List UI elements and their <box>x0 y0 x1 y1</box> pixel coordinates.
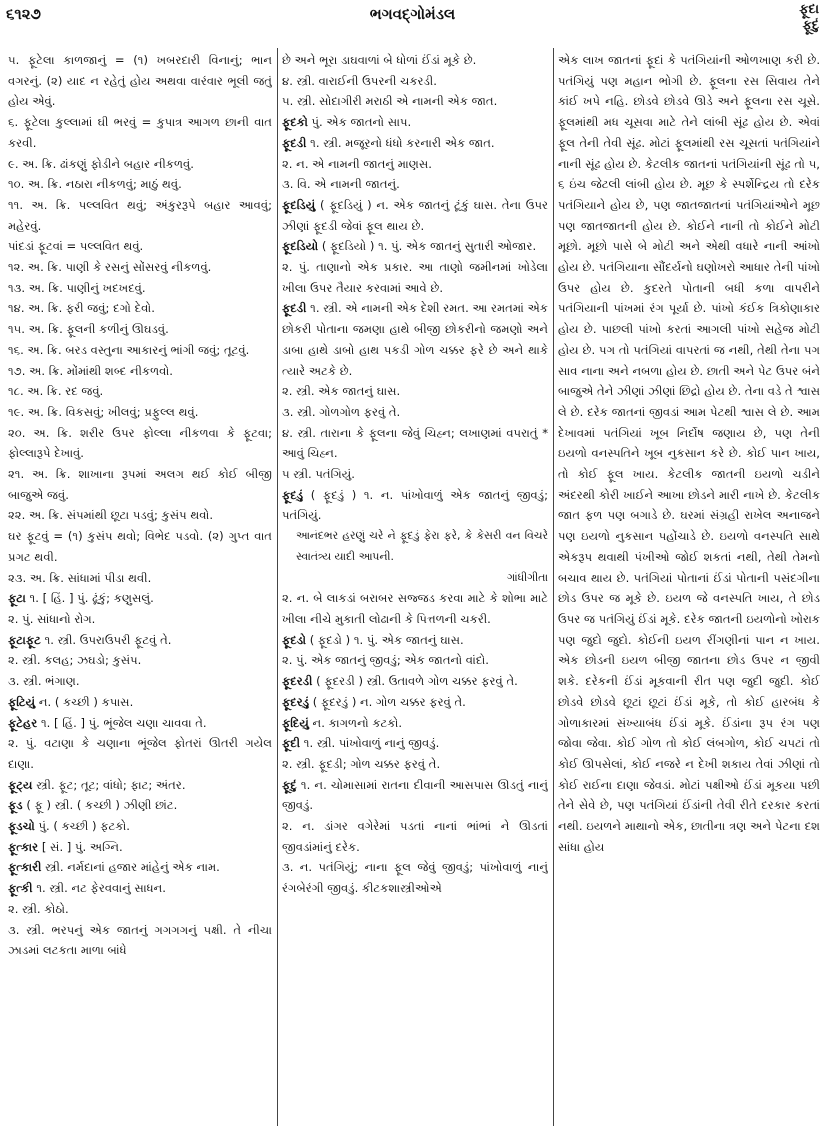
headword: ફૂડ <box>8 798 23 813</box>
dictionary-entry <box>282 154 548 175</box>
definition-text: ૩. સ્ત્રી. ભંગાણ. <box>8 674 80 689</box>
headword: ફૂદરડું <box>282 694 310 709</box>
dictionary-entry <box>8 920 272 961</box>
definition-text: ( ફૂદડો ) ૧. પું. એક જાતનું ઘાસ. <box>306 632 464 647</box>
dictionary-entry <box>8 775 272 796</box>
definition-text: ૩. સ્ત્રી. ગોળગોળ ફરવું તે. <box>282 404 401 419</box>
dictionary-entry <box>8 195 272 236</box>
dictionary-entry <box>282 775 548 816</box>
page-header <box>0 0 825 44</box>
definition-text: ( ફૂદરડી ) સ્ત્રી. ઉતાવળે ગોળ ચક્કર ફરવું તે. <box>312 674 518 689</box>
dictionary-entry <box>282 485 548 526</box>
definition-text: ૨. પું. વટાણા કે ચણાના ભૂંજેલ ફોતરાં ઊતરી ગયેલ દાણા. <box>8 736 272 771</box>
definition-text: ૨૧. અ. ક્રિ. શાખાના રૂપમાં અલગ થઈ કોઈ બીજી બાજુએ જવું. <box>8 467 272 502</box>
headword: ફૂદડી <box>282 135 307 150</box>
page-title: ભગવદ્ગોમંડલ <box>369 5 456 23</box>
definition-text: [ સં. ] પું. અગ્નિ. <box>38 839 123 854</box>
dictionary-entry <box>282 671 548 692</box>
definition-text: ( ફૂદડિયો ) ૧. પું. એક જાતનું સુતારી ઓજાર. <box>318 239 537 254</box>
definition-text: ૧૪. અ. ક્રિ. ફરી જવું; દગો દેવો. <box>8 301 155 316</box>
dictionary-entry <box>282 733 548 754</box>
dictionary-entry <box>8 112 272 153</box>
definition-text: ૧૮. અ. ક્રિ. રદ જવું. <box>8 384 104 399</box>
dictionary-column-1 <box>8 50 272 1125</box>
definition-text: ૯. અ. ક્રિ. ઢાંકણું ફોડીને બહાર નીકળવું. <box>8 156 194 171</box>
definition-text: ૫ સ્ત્રી. પતંગિયું. <box>282 467 355 482</box>
dictionary-entry <box>558 50 820 857</box>
definition-text: ૨. ન. બે લાકડાં બરાબર સજ્જડ કરવા માટે કે શોભા માટે ખીલા નીચે મુકાતી લોઢાની કે પિત્તળની ચકરી. <box>282 591 548 626</box>
definition-text: ૩. સ્ત્રી. ભરપનું એક જાતનું ગગગગનું પક્ષી. તે નીચા ઝાડમાં લટકતા માળા બાંધે <box>8 922 272 958</box>
definition-text: ૧૩. અ. ક્રિ. પાણીનું ખદખદવું. <box>8 280 146 295</box>
definition-text: ૪. સ્ત્રી. વારાઈની ઉપરની ચકરડી. <box>282 73 437 88</box>
headword: ફૂદું <box>282 777 297 792</box>
definition-text: ( ફૂદડું ) ૧. ન. પાંખોવાળું એક જાતનું જીવડું; પતંગિયું. <box>282 487 548 523</box>
headword: ફૂત્કી <box>8 881 33 896</box>
dictionary-entry <box>282 112 548 133</box>
dictionary-entry <box>8 816 272 837</box>
dictionary-entry <box>282 236 548 257</box>
page-number: ૬૧૨૭ <box>6 5 41 23</box>
dictionary-entry <box>282 381 548 402</box>
headword: ફૂટાફૂટ <box>8 632 41 647</box>
dictionary-entry <box>8 154 272 175</box>
dictionary-entry <box>8 671 272 692</box>
headword: ફૂટેહર <box>8 715 38 730</box>
definition-text: ૨. સ્ત્રી. એક જાતનું ઘાસ. <box>282 384 401 399</box>
definition-text: ૧. ન. ચોમાસામાં રાતના દીવાની આસપાસ ઊડતું નાનું જીવડું. <box>282 777 548 813</box>
definition-text: ન. કાગળનો કટકો. <box>308 715 403 730</box>
guide-word-last: ફૂદું <box>802 18 819 33</box>
dictionary-entry <box>8 795 272 816</box>
dictionary-entry <box>282 630 548 651</box>
dictionary-entry <box>282 71 548 92</box>
definition-text: ૧૧. અ. ક્રિ. પલ્લવિત થવું; અંકુરરૂપે બહાર આવવું; મહેરવું. <box>8 197 272 233</box>
dictionary-entry <box>8 650 272 671</box>
definition-text: ૨. પું. સાંધાનો રોગ. <box>8 611 96 626</box>
definition-text: ૨. સ્ત્રી. ફૂદડી; ગોળ ચક્કર ફરવું તે. <box>282 756 441 771</box>
dictionary-entry <box>282 195 548 236</box>
guide-words <box>799 2 819 34</box>
dictionary-column-3 <box>558 50 820 1125</box>
dictionary-entry <box>282 692 548 713</box>
dictionary-entry <box>8 899 272 920</box>
dictionary-entry <box>8 837 272 858</box>
headword: ફૂડચો <box>8 819 35 834</box>
column-divider <box>553 48 554 1126</box>
definition-text: એક લાખ જાતનાં ફૂદાં કે પતંગિયાંની ઓળખાણ કરી છે. પતંગિયું પણ મહાન ભોગી છે. ફૂલના રસ સિવાય તેને કાંઈ ખપે નહિ. છોડવે છોડવે ઊડે અને ફૂલના રસ ચૂસે. ફૂલમાંથી મધ ચૂસવા માટે તેને લાંબી સૂંઢ હોય છે. એવાં ફૂલ તેની તેવી સૂંઢ. મોટાં ફૂલમાંથી રસ ચૂસતાં પતંગિયાંને નાની સૂંઢ હોય છે. કેટલીક જાતનાં પતંગિયાંની સૂંઢ તો ૫, ૬ ઇંચ જેટલી લાંબી હોય છે. મૂછ કે સ્પર્શેન્દ્રિય તો દરેક પતંગિયાને હોય છે, પણ જાતજાતનાં પતંગિયાંઓને મૂછ પણ જાતજાતની હોય છે. કોઈને નાની તો કોઈને મોટી મૂછો. મૂછો પાસે બે મોટી અને એથી વધારે નાની આંખો હોય છે. પતંગિયાના સૌંદર્યનો ઘણોખરો આધાર તેની પાંખો ઉપર હોય છે. કુદરતે પોતાની બધી કળા વાપરીને પતંગિયાની પાંખમાં રંગ પૂર્યા છે. પાંખો કંઈક ત્રિકોણાકાર હોય છે. પાછલી પાંખો કરતાં આગલી પાંખો સહેજ મોટી હોય છે. પગ તો પતંગિયાં વાપરતાં જ નથી, તેથી તેના પગ સાવ નાના અને નબળા હોય છે. છાતી અને પેટ ઉપર બંને બાજુએ તેને ઝીણાં ઝીણાં છિદ્રો હોય છે. તેના વડે તે શ્વાસ લે છે. દરેક જાતનાં જીવડાં આમ પેટથી શ્વાસ લે છે. આમ દેખાવમાં પતંગિયાં ખૂબ નિર્દોષ જણાય છે, પણ તેની ઇયળો વનસ્પતિને ખૂબ નુકસાન કરે છે. કોઈ પાન ખાય, તો કોઈ ફૂલ ખાય. કેટલીક જાતની ઇયળો ચડીને અંદરથી કોરી ખાઈને આખા છોડને મારી નાખે છે. કેટલીક જાત ફળ પણ બગાડે છે. ઘરમાં સંગ્રહી રાખેલ અનાજને પણ ઇયળો નુકસાન પહોંચાડે છે. ઇયળો વનસ્પતિ સાથે એકરૂપ થવાથી પંખીઓ જોઈ શકતાં નથી, તેથી તેમનો બચાવ થાય છે. પતંગિયાં પોતાનાં ઈંડાં પોતાની પસંદગીના છોડ ઉપર જ મૂકે છે. ઇયળ જે વનસ્પતિ ખાય, તે છોડ ઉપર જ પતંગિયું ઈંડાં મૂકે. દરેક જાતની ઇયળોનો ખોરાક પણ જુદો જુદો. કોઈની ઇયળ રીંગણીનાં પાન ન ખાય. એક છોડની ઇયળ બીજી જાતના છોડ ઉપર ન જીવી શકે. દરેકની ઈંડાં મૂકવાની રીત પણ જુદી જુદી. કોઈ છોડવે છોડવે છૂટાં છૂટાં ઈંડાં મૂકે, તો કોઈ હારબંધ કે ગોળાકારમાં સંખ્યાબંધ ઈંડાં મૂકે. ઈંડાંના રૂપ રંગ પણ જોવા જેવા. કોઈ ગોળ તો કોઈ લંબગોળ, કોઈ ચપટાં તો કોઈ ઊપસેલાં, કોઈ નજરે ન દેખી શકાય તેવાં ઝીણાં તો કોઈ રાઈના દાણા જેવડાં. મોટાં પક્ષીઓ ઈંડાં મૂકયા પછી તેને સેવે છે, પણ પતંગિયાં ઈંડાંની તેવી રીતે દરકાર કરતાં નથી. ઇયળને માથાનો એક, છાતીના ત્રણ અને પેટના દશ સાંધા હોય <box>558 53 820 854</box>
dictionary-entry <box>8 526 272 567</box>
headword: ફૂદકો <box>282 115 308 130</box>
headword: ફૂદડિયું <box>282 197 316 212</box>
dictionary-entry <box>282 754 548 775</box>
definition-text: ૬. ફૂટેલા કુલ્લામાં ઘી ભરવું = કુપાત્ર આગળ છાની વાત કરવી. <box>8 115 272 150</box>
dictionary-entry <box>282 133 548 154</box>
headword: ફૂદડી <box>282 301 307 316</box>
dictionary-entry <box>282 402 548 423</box>
definition-text: ૫. સ્ત્રી. સોદાગીરી મરાઠી એ નામની એક જાત. <box>282 94 498 109</box>
definition-text: ૨. પું. તાણાનો એક પ્રકાર. આ તાણો જમીનમાં ખોડેલા ખીલા ઉપર તૈયાર કરવામાં આવે છે. <box>282 260 548 295</box>
definition-text: ૧૫. અ. ક્રિ. ફૂલની કળીનું ઊઘડવું. <box>8 322 169 337</box>
definition-text: ( ફૂદરડું ) ન. ગોળ ચક્કર ફરવું તે. <box>309 694 466 709</box>
dictionary-entry <box>8 568 272 589</box>
dictionary-entry <box>8 50 272 112</box>
headword: ફૂદરડી <box>282 674 313 689</box>
dictionary-entry <box>282 298 548 381</box>
definition-text: છે અને ભૂરા ડાઘવાળાં બે ધોળાં ઈંડાં મૂકે છે. <box>282 53 477 67</box>
headword: ફૂદડું <box>282 487 304 502</box>
definition-text: ૨. સ્ત્રી. કલહ; ઝઘડો; કુસંપ. <box>8 653 142 668</box>
definition-text: ૧૯. અ. ક્રિ. વિકસવું; ખીલવું; પ્રફુલ્લ થવું. <box>8 404 199 419</box>
dictionary-entry <box>8 257 272 278</box>
dictionary-entry <box>8 340 272 361</box>
dictionary-entry <box>282 464 548 485</box>
dictionary-entry <box>8 381 272 402</box>
definition-text: ઘર ફૂટવું = (૧) કુસંપ થવો; વિભેદ પડવો. (૨) ગુપ્ત વાત પ્રગટ થવી. <box>8 529 272 564</box>
dictionary-column-2 <box>282 50 548 1125</box>
definition-text: ૧૦. અ. ક્રિ. નઠારા નીકળવું; માઠું થવું. <box>8 177 182 192</box>
dictionary-entry <box>8 174 272 195</box>
headword: ફૂટ્ય <box>8 777 33 792</box>
definition-text: ૧. સ્ત્રી. ઉપરાઉપરી ફૂટવું તે. <box>40 632 172 647</box>
dictionary-entry <box>8 505 272 526</box>
definition-text: ૨૦. અ. ક્રિ. શરીર ઉપર ફોલ્લા નીકળવા કે ફૂટવા; ફોલ્લારૂપે દેખાવું. <box>8 425 272 461</box>
definition-text: સ્ત્રી. નર્મદાનાં હજાર માંહેનું એક નામ. <box>41 860 220 875</box>
headword: ફૂદડો <box>282 632 307 647</box>
dictionary-entry <box>282 588 548 629</box>
dictionary-entry <box>282 857 548 898</box>
dictionary-entry <box>8 692 272 713</box>
dictionary-entry <box>8 713 272 734</box>
dictionary-entry <box>8 298 272 319</box>
guide-word-first: ફૂદા <box>799 2 819 17</box>
dictionary-entry <box>8 361 272 382</box>
definition-text: ૧. સ્ત્રી. મજૂરનો ધંધો કરનારી એક જાત. <box>306 135 495 150</box>
definition-text: સ્ત્રી. ફૂટ; તૂટ; વાંધો; ફાટ; અંતર. <box>32 777 186 792</box>
dictionary-entry <box>8 402 272 423</box>
dictionary-entry <box>282 816 548 857</box>
definition-text: ૨. ન. એ નામની જાતનું માણસ. <box>282 156 432 171</box>
dictionary-entry <box>282 50 548 71</box>
definition-text: ૧. સ્ત્રી. પાંખોવાળું નાનું જીવડું. <box>300 736 440 751</box>
definition-text: ૨૩. અ. ક્રિ. સાંધામાં પીડા થવી. <box>8 570 152 585</box>
definition-text: ન. ( કચ્છી ) કપાસ. <box>35 694 134 709</box>
dictionary-entry <box>8 464 272 505</box>
dictionary-entry <box>8 630 272 651</box>
quotation-source: ગાંધીગીતા <box>507 570 548 584</box>
definition-text: ૧૭. અ. ક્રિ. મોંમાંથી શબ્દ નીકળવો. <box>8 363 173 378</box>
dictionary-entry <box>282 174 548 195</box>
dictionary-entry <box>8 319 272 340</box>
dictionary-entry <box>8 278 272 299</box>
definition-text: પાંદડાં ફૂટવાં = પલ્લવિત થવું. <box>8 239 144 254</box>
definition-text: ૧૬. અ. ક્રિ. બરડ વસ્તુના આકારનું ભાંગી જવું; તૂટવું. <box>8 342 250 357</box>
definition-text: ( ફૂદડિયું ) ન. એક જાતનું ટૂંકું ઘાસ. તેના ઉપર ઝીણાં ફૂદડી જેવાં ફૂલ થાય છે. <box>282 197 548 233</box>
dictionary-entry <box>8 878 272 899</box>
definition-text: ૧. સ્ત્રી. એ નામની એક દેશી રમત. આ રમતમાં એક છોકરી પોતાના જમણા હાથે બીજી છોકરીનો જમણો અને ડાબા હાથે ડાબો હાથ પકડી ગોળ ચક્કર ફરે છે અને થાકે ત્યારે અટકે છે. <box>282 301 548 378</box>
definition-text: પું. ( કચ્છી ) ફટકો. <box>34 819 130 834</box>
headword: ફૂદિયું <box>282 715 309 730</box>
definition-text: ( ફૂ ) સ્ત્રી. ( કચ્છી ) ઝીણી છાંટ. <box>22 798 178 813</box>
headword: ફૂદી <box>282 736 301 751</box>
dictionary-entry <box>282 257 548 298</box>
dictionary-entry <box>8 733 272 774</box>
definition-text: પું. એક જાતનો સાપ. <box>307 115 412 130</box>
dictionary-entry <box>8 236 272 257</box>
definition-text: ૩. વિ. એ નામની જાતનું. <box>282 177 400 192</box>
dictionary-entry <box>282 713 548 734</box>
dictionary-entry <box>282 423 548 464</box>
column-divider <box>277 48 278 1126</box>
dictionary-entry <box>8 609 272 630</box>
headword: ફૂત્કારી <box>8 860 42 875</box>
definition-text: ૩. ન. પતંગિયું; નાના ફૂલ જેવું જીવડું; પાંખોવાળું નાનું રંગબેરંગી જીવડું. કીટકશાસ્ત્રીઓએ <box>282 860 548 896</box>
definition-text: ૨. સ્ત્રી. કોઠો. <box>8 901 69 916</box>
definition-text: ૨. પું. એક જાતનું જીવડું; એક જાતનો વાંદો. <box>282 653 489 668</box>
definition-text: ૫. ફૂટેલા કાળજાનું = (૧) ખબરદારી વિનાનું; ભાન વગરનું. (૨) યાદ ન રહેતું હોય અથવા વારંવાર ભૂલી જતું હોય એવું. <box>8 53 272 109</box>
definition-text: ૧. [ હિં. ] પું. ઢૂંકું; કણુસલું. <box>25 591 154 606</box>
definition-text: ૨૨. અ. ક્રિ. સંપમાંથી છૂટા પડવું; કુસંપ થવો. <box>8 508 214 523</box>
dictionary-entry <box>8 588 272 609</box>
headword: ફૂત્કાર <box>8 839 39 854</box>
definition-text: ૪. સ્ત્રી. તારાના કે ફૂલના જેવું ચિહ્ન; લખાણમાં વપરાતું * આવું ચિહ્ન. <box>282 425 548 461</box>
definition-text: ૧. [ હિં. ] પું. ભૂંજેલ ચણા ચાવવા તે. <box>37 715 207 730</box>
headword: ફૂટા <box>8 591 26 606</box>
dictionary-entry <box>282 650 548 671</box>
quotation: આનંદભર હરણું ચરે ને ફૂદડું ફેરા ફરે, કે કેસરી વન વિચરે સ્વાતંત્ર્ય યાદી આપની. <box>296 529 548 563</box>
definition-text: ૧. સ્ત્રી. નટ ફેરવવાનું સાધન. <box>32 881 166 896</box>
headword: ફૂટિયું <box>8 694 36 709</box>
headword: ફૂદડિયો <box>282 239 319 254</box>
definition-text: ૨. ન. ડાંગર વગેરેમાં પડતાં નાનાં ભાંભાં ને ઊડતાં જીવડાંમાંનું દરેક. <box>282 819 548 854</box>
dictionary-entry <box>8 423 272 464</box>
dictionary-entry <box>8 857 272 878</box>
definition-text: ૧૨. અ. ક્રિ. પાણી કે રસનું સોંસરવું નીકળવું. <box>8 260 212 275</box>
dictionary-entry <box>282 91 548 112</box>
